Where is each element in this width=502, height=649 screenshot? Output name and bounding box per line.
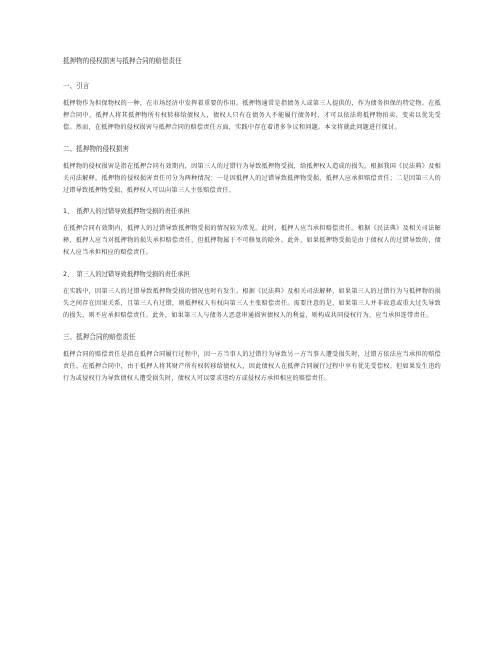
subsection-heading-third-party-fault: 2、 第三人的过错导致抵押物受损的责任承担 (63, 271, 190, 279)
section-heading-introduction: 一、引言 (63, 82, 90, 90)
subsection-heading-mortgagor-fault: 1、 抵押人的过错导致抵押物受损的责任承担 (63, 208, 190, 216)
paragraph: 抵押物的侵权损害是指在抵押合同有效期内，因第三人的过错行为导致抵押物受损，给抵押权人造成的损失。根据我国《民法典》及相关司法解释，抵押物的侵权损害责任可分为两种情况：一是因抵押人的过错导致抵押物受损，抵押人应承担赔偿责任；二是因第三人的过错导致抵押物受损，抵押权人可以向第三人主张赔偿责任。 (63, 162, 441, 194)
paragraph: 抵押合同的赔偿责任是指在抵押合同履行过程中，因一方当事人的过错行为导致另一方当事人遭受损失时，过错方依法应当承担的赔偿责任。在抵押合同中，由于抵押人将其财产所有权转移给债权人，因此债权人在抵押合同履行过程中享有优先受偿权。但如果发生违约行为或侵权行为导致债权人遭受损失时，债权人可以要求违约方或侵权方承担相应的赔偿责任。 (63, 350, 441, 382)
paragraph: 在抵押合同有效期内，抵押人的过错导致抵押物受损的情况较为常见。此时，抵押人应当承担赔偿责任。根据《民法典》及相关司法解释，抵押人应当对抵押物的损失承担赔偿责任，但抵押物属于不可修复的除外。此外，如果抵押物受损是由于债权人的过错导致的，债权人应当承担相应的赔偿责任。 (63, 225, 441, 257)
paragraph: 抵押物作为担保物权的一种，在市场经济中发挥着重要的作用。抵押物通常是指债务人或第三人提供的，作为债务担保的特定物。在抵押合同中，抵押人将其抵押物所有权转移给债权人，债权人只有在债务人不能履行债务时，才可以依法将抵押物拍卖、变卖以优先受偿。然而，在抵押物的侵权损害与抵押合同的赔偿责任方面，实践中存在着诸多争议和问题。本文将就此问题进行探讨。 (63, 100, 441, 131)
paragraph: 在实践中，因第三人的过错导致抵押物受损的情况也时有发生。根据《民法典》及相关司法解释，如果第三人的过错行为与抵押物的损失之间存在因果关系，且第三人有过错，则抵押权人有权向第三人主张赔偿责任。需要注意的是，如果第三人并非故意或重大过失导致的损失，则不应承担赔偿责任。此外，如果第三人与债务人恶意串通损害债权人的利益，则构成共同侵权行为，应当承担连带责任。 (63, 288, 441, 319)
document-title: 抵押物的侵权损害与抵押合同的赔偿责任 (63, 57, 182, 65)
section-heading-infringement: 二、抵押物的侵权损害 (63, 144, 129, 153)
section-heading-contract-liability: 三、抵押合同的赔偿责任 (63, 332, 136, 341)
document-page (63, 57, 441, 396)
